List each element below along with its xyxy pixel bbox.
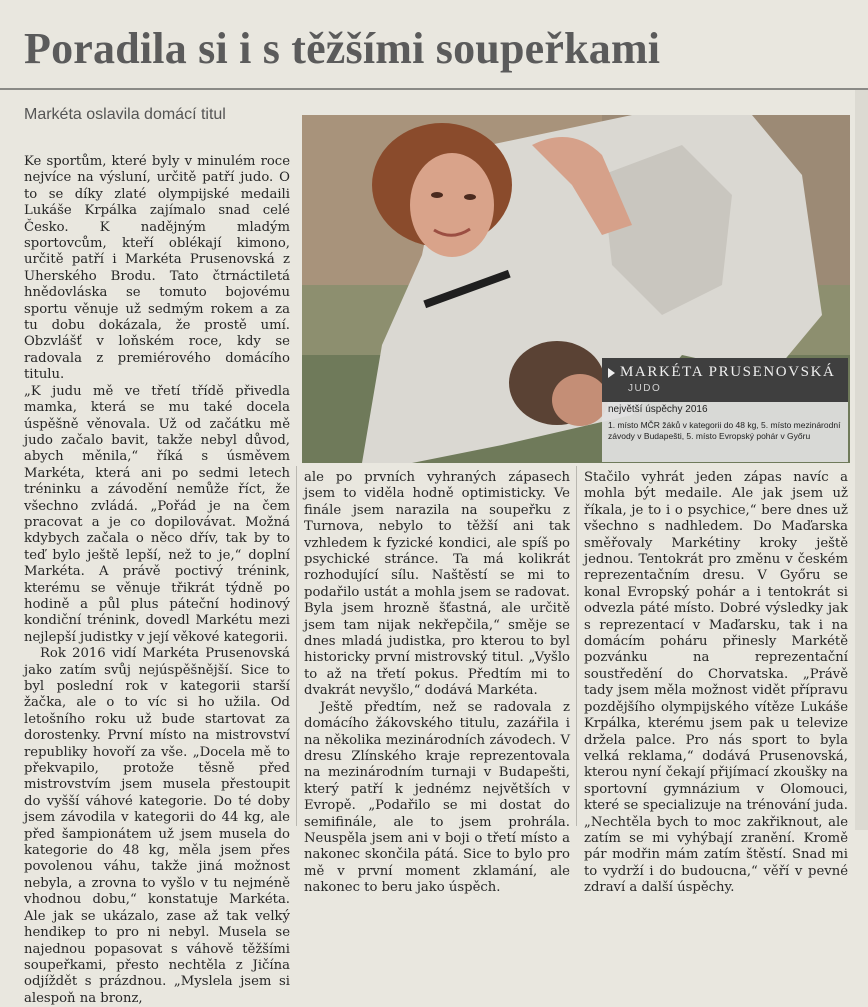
caption-name: MARKÉTA PRUSENOVSKÁ bbox=[620, 364, 836, 380]
subheadline: Markéta oslavila domácí titul bbox=[24, 106, 226, 123]
caption-bar bbox=[602, 358, 848, 402]
column-divider bbox=[576, 466, 577, 826]
caption-sport: JUDO bbox=[628, 383, 662, 394]
headline-rule bbox=[0, 88, 868, 90]
triangle-icon bbox=[608, 368, 615, 378]
paragraph: Ještě předtím, než se radovala z domácího žákovského titulu, zazářila i na několika mezinárodních závodech. V dresu Zlínského kraje reprezentovala na mezinárodním turnaji v Budapešti, který patří k jednémz největších v Evropě. „Podařilo se mi dostat do semifinále, ale to jsem prohrála. Neuspěla jsem ani v boji o třetí místo a nakonec skončila pátá. Sice to bylo pro mě v první moment zklamání, ale nakonec to beru jako úspěch. bbox=[304, 699, 570, 896]
paragraph: ale po prvních vyhraných zápasech jsem to viděla hodně optimisticky. Ve finále jsem narazila na soupeřku z Turnova, nebylo to těžší ani tak vzhledem k fyzické kondici, ale spíš po psychické stránce. Ta má kolikrát rozhodující sílu. Naštěstí se mi to podařilo ustát a mohla jsem se radovat. Byla jsem hrozně šťastná, ale určitě jsem tam nijak nekřepčila,“ směje se dnes mladá judistka, pro kterou to byl historicky první mistrovský titul. „Vyšlo to až na třetí pokus. Předtím mi to dvakrát nevyšlo,“ dodává Markéta. bbox=[304, 470, 570, 699]
adjacent-page-strip bbox=[855, 90, 868, 830]
caption-text: 1. místo MČR žáků v kategorii do 48 kg, 5. místo mezinárodní závody v Budapešti, 5. místo Evropský pohár v Győru bbox=[608, 420, 841, 441]
article-column-2 bbox=[304, 470, 570, 897]
headline: Poradila si i s těžšími soupeřkami bbox=[24, 24, 661, 73]
column-divider bbox=[296, 466, 297, 826]
article-column-3 bbox=[584, 470, 848, 897]
photo-caption-box bbox=[602, 358, 848, 462]
paragraph: Stačilo vyhrát jeden zápas navíc a mohla být medaile. Ale jak jsem už říkala, je to i o psychice,“ bere dnes už všechno s nadhledem. Do Maďarska směřovaly Markétiny kroky ještě jednou. Tentokrát pro změnu v českém reprezentačním dresu. V Győru se konal Evropský pohár a i tentokrát si odvezla páté místo. Dobré výsledky jak s reprezentací v Maďarsku, tak i na domácím poháru přinesly Markétě pozvánku na reprezentační soustředění do Chorvatska. „Právě tady jsem měla možnost vidět přípravu pozdějšího olympijského vítěze Lukáše Krpálka, kterému jsem pak u televize držela palce. Pro nás sport to byla velká reklama,“ dodává Prusenovská, kterou nyní čekají přijímací zkoušky na sportovní gymnázium v Olomouci, které se specializuje na trénování juda. „Nechtěla bych to moc zakřiknout, ale zatím se mi vyhýbají zranění. Kromě pár modřin mám zatím štěstí. Snad mi to vydrží i do budoucna,“ věří v pevné zdraví a další úspěchy. bbox=[584, 470, 848, 896]
caption-heading: největší úspěchy 2016 bbox=[608, 404, 708, 415]
article-column-1 bbox=[24, 154, 290, 1007]
paragraph: „K judu mě ve třetí třídě přivedla mamka, která se mu také docela úspěšně věnovala. Už od začátku mě judo začalo bavit, takže nebyl důvod, abych měnila,“ říká s úsměvem Markéta, která ani po sedmi letech tréninku a závodění nemůže říct, že všechno zvládá. „Pořád je na čem pracovat a je co dopilovávat. Možná kdybych začala o něco dřív, tak by to teď bylo ještě lepší, než to je,“ doplní Markéta. A právě poctivý trénink, kterému se věnuje třikrát týdně po hodině a půl plus páteční hodinový kondiční trénink, dovedl Markétu mezi nejlepší judistky v její věkové kategorii. bbox=[24, 383, 290, 645]
paragraph: Ke sportům, které byly v minulém roce nejvíce na výsluní, určitě patří judo. O to se díky zlaté olympijské medaili Lukáše Krpálka zajímalo snad celé Česko. K nadějným mladým sportovcům, kteří oblékají kimono, určitě patří i Markéta Prusenovská z Uherského Brodu. Tato čtrnáctiletá hnědovláska se tomuto bojovému sportu věnuje už sedmým rokem a za tu dobu dokázala, že prostě umí. Obzvlášť v loňském roce, kdy se radovala z premiérového domácího titulu. bbox=[24, 154, 290, 383]
paragraph: Rok 2016 vidí Markéta Prusenovská jako zatím svůj nejúspěšnější. Sice to byl poslední rok v kategorii starší žačka, ale o to víc si ho užila. Od letošního roku už bude startovat za dorostenky. První místo na mistrovství republiky hovoří za vše. „Docela mě to překvapilo, protože těsně před mistrovstvím jsem musela přestoupit do vyšší váhové kategorie. Do té doby jsem závodila v kategorii do 44 kg, ale před šampionátem už jsem musela do kategorie do 48 kg, měla jsem přes povolenou váhu, takže jiná možnost nebyla, a zrovna to vyšlo v tu nejméně vhodnou dobu,“ konstatuje Markéta. Ale jak se ukázalo, zase až tak velký hendikep to pro ni nebyl. Musela se najednou popasovat s váhově těžšími soupeřkami, přesto nechtěla z Jičína odjíždět s prázdnou. „Myslela jsem si alespoň na bronz, bbox=[24, 646, 290, 1006]
